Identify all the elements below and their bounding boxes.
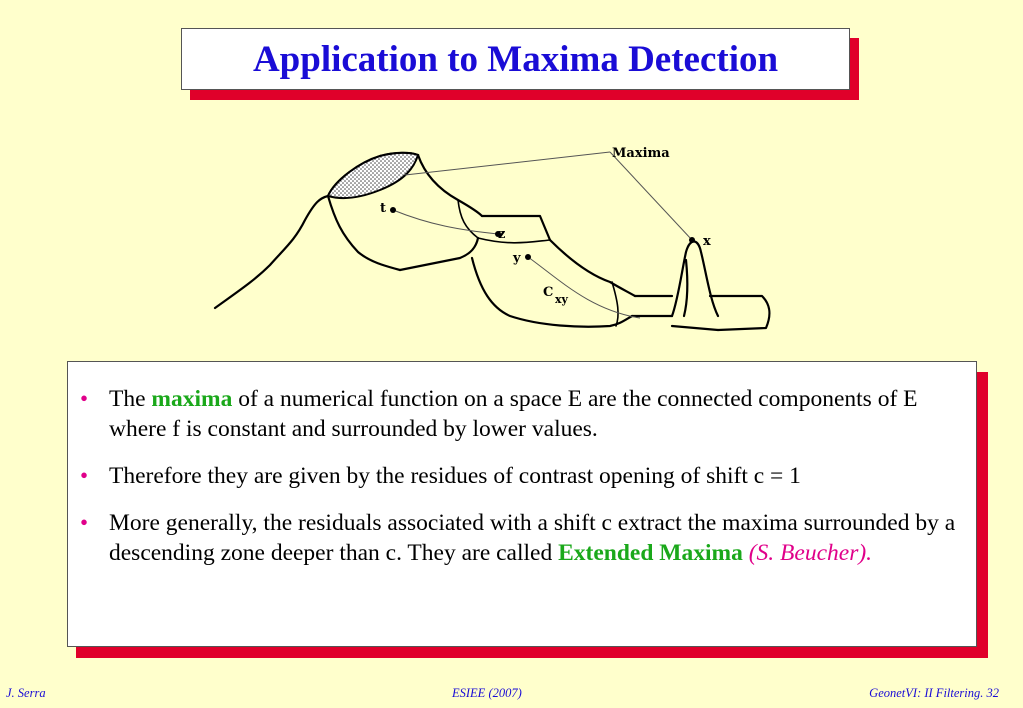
list-item	[80, 384, 966, 444]
footer-page: GeonetVI: II Filtering. 32	[869, 686, 999, 700]
footer-author: J. Serra	[6, 686, 46, 700]
footer-institution: ESIEE (2007)	[452, 686, 522, 700]
label-z: z	[498, 227, 506, 242]
label-x: x	[703, 234, 711, 249]
label-maxima: Maxima	[612, 146, 670, 161]
list-item	[80, 461, 966, 491]
label-c: C	[543, 285, 554, 300]
bullet-icon: •	[80, 463, 89, 488]
bullet-1-post: of a numerical function on a space E are the connected components of E where f is constant and surrounded by lower values.	[109, 386, 918, 442]
bullet-3-citation: (S. Beucher).	[742, 540, 873, 566]
list-item	[80, 508, 966, 568]
bullet-3-highlight: Extended Maxima	[558, 540, 743, 566]
bullet-1-pre: The	[109, 386, 152, 412]
bullet-icon: •	[80, 510, 89, 535]
page-title: Application to Maxima Detection	[252, 38, 779, 80]
label-t: t	[380, 201, 387, 216]
label-c-sub: xy	[555, 293, 568, 306]
label-y: y	[513, 251, 521, 266]
text-box	[67, 361, 977, 647]
bullet-3-pre: More generally, the residuals associated with a shift c extract the maxima surrounded by a descending zone deeper than c. They are called	[109, 510, 956, 566]
maxima-diagram	[210, 130, 780, 345]
bullet-1-highlight: maxima	[151, 386, 233, 412]
title-box	[181, 28, 850, 90]
bullet-2-text: Therefore they are given by the residues of contrast opening of shift c = 1	[109, 463, 801, 489]
bullet-icon: •	[80, 386, 89, 411]
bullet-list	[68, 362, 976, 568]
